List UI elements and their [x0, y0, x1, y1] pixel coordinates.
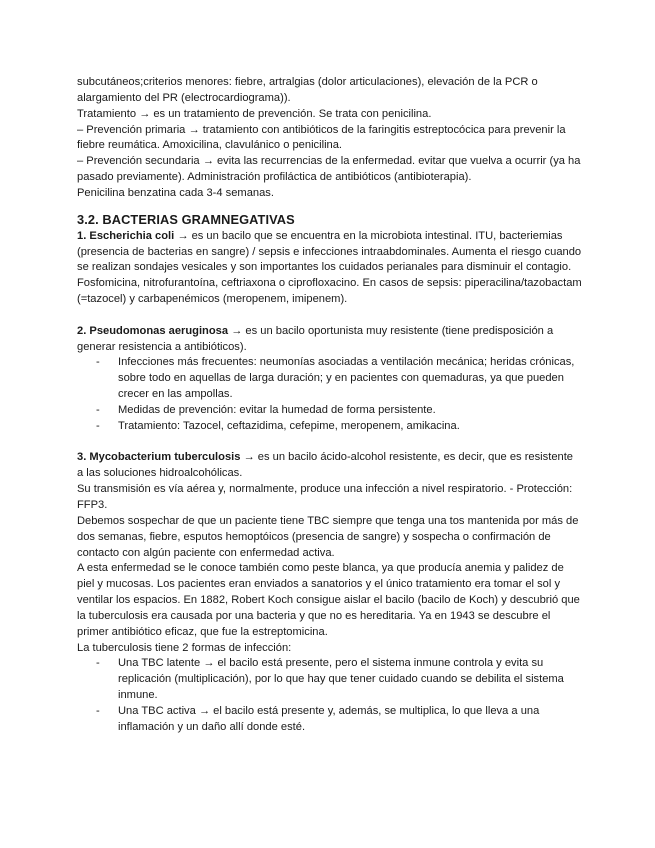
tuberculosis-paragraph: [77, 450, 582, 482]
paragraph-transmission: Su transmisión es vía aérea y, normalmente, produce una infección a nivel respiratorio. - Protección: FFP3.: [77, 483, 573, 511]
bullet-marker: -: [96, 403, 100, 416]
pseudomonas-text: → es un bacilo oportunista muy resistente (tiene predisposición a generar resistencia a antibióticos).: [77, 324, 554, 353]
paragraph-secondary-prevention: – Prevención secundaria → evita las recurrencias de la enfermedad. evitar que vuelva a ocurrir (ya ha pasado previamente). Administración profiláctica de antibióticos (antibioterapia).: [77, 155, 581, 184]
bullet-marker: -: [96, 704, 100, 717]
section-heading: 3.2. BACTERIAS GRAMNEGATIVAS: [77, 211, 295, 227]
bullet-marker: -: [96, 356, 100, 369]
ecoli-label: 1. Escherichia coli: [77, 229, 175, 242]
paragraph-penicillin: Penicilina benzatina cada 3-4 semanas.: [77, 186, 274, 199]
paragraph-primary-prevention: – Prevención primaria → tratamiento con antibióticos de la faringitis estreptocócica para prevenir la fiebre reumática. Amoxicilina, clavulánico o penicilina.: [77, 123, 566, 152]
list-item: - Medidas de prevención: evitar la humedad de forma persistente.: [77, 403, 582, 419]
tuberculosis-text: → es un bacilo ácido-alcohol resistente, es decir, que es resistente a las soluciones hidroalcohólicas.: [77, 451, 573, 480]
list-item: - Infecciones más frecuentes: neumonías asociadas a ventilación mecánica; heridas crónicas, sobre todo en aquellas de larga duración; y en pacientes con quemaduras, ya que pueden crecer en las ampollas.: [96, 356, 575, 401]
ecoli-text: → es un bacilo que se encuentra en la microbiota intestinal. ITU, bacteriemias (presencia de bacterias en sangre) / sepsis e infecciones intraabdominales. Aumenta el riesgo cuando se realizan sondajes vesicales y son importantes los cuidados perianales para disminuir el contagio. Fosfomicina, nitrofurantoína, ceftriaxona o ciprofloxacino. En casos de sepsis: piperacilina/tazobactam (=tazocel) y carbapenémicos (meropenem, imipenem).: [77, 229, 582, 306]
document-page: [77, 75, 582, 736]
pseudomonas-label: 2. Pseudomonas aeruginosa: [77, 324, 229, 337]
bullet-marker: -: [96, 657, 100, 670]
pseudomonas-bullet-list: [77, 355, 582, 434]
spacer: [77, 435, 582, 451]
paragraph-criteria: subcutáneos;criterios menores: fiebre, artralgias (dolor articulaciones), elevación de la PCR o alargamiento del PR (electrocardiograma)).: [77, 76, 538, 104]
paragraph-suspicion: Debemos sospechar de que un paciente tiene TBC siempre que tenga una tos mantenida por más de dos semanas, fiebre, esputos hemoptóicos (presencia de sangre) y sospecha o confirmación de contacto con algún paciente con enfermedad activa.: [77, 514, 579, 559]
spacer: [77, 308, 582, 324]
list-item: - Tratamiento: Tazocel, ceftazidima, cefepime, meropenem, amikacina.: [77, 419, 582, 435]
list-item: - Una TBC activa → el bacilo está presente y, además, se multiplica, lo que lleva a una inflamación y un daño allí donde esté.: [96, 704, 540, 733]
paragraph-history: A esta enfermedad se le conoce también como peste blanca, ya que producía anemia y palidez de piel y mucosas. Los pacientes eran enviados a sanatorios y el único tratamiento era tomar el sol y ventilar los espacios. En 1882, Robert Koch consigue aislar el bacilo (bacilo de Koch) y descubrió que la tuberculosis era causada por una bacteria y que no es hereditaria. Ya en 1943 se descubre el primer antibiótico eficaz, que fue la estreptomicina.: [77, 562, 580, 638]
paragraph-infection-forms: La tuberculosis tiene 2 formas de infección:: [77, 641, 292, 654]
tuberculosis-bullet-list: [77, 656, 582, 735]
pseudomonas-paragraph: [77, 324, 582, 356]
bullet-marker: -: [96, 419, 100, 432]
paragraph-treatment: Tratamiento → es un tratamiento de prevención. Se trata con penicilina.: [77, 107, 432, 120]
list-item: - Una TBC latente → el bacilo está presente, pero el sistema inmune controla y evita su replicación (multiplicación), por lo que hay que tener cuidado cuando se debilita el sistema inmune.: [96, 657, 564, 702]
ecoli-paragraph: [77, 229, 582, 308]
tuberculosis-label: 3. Mycobacterium tuberculosis: [77, 451, 241, 464]
